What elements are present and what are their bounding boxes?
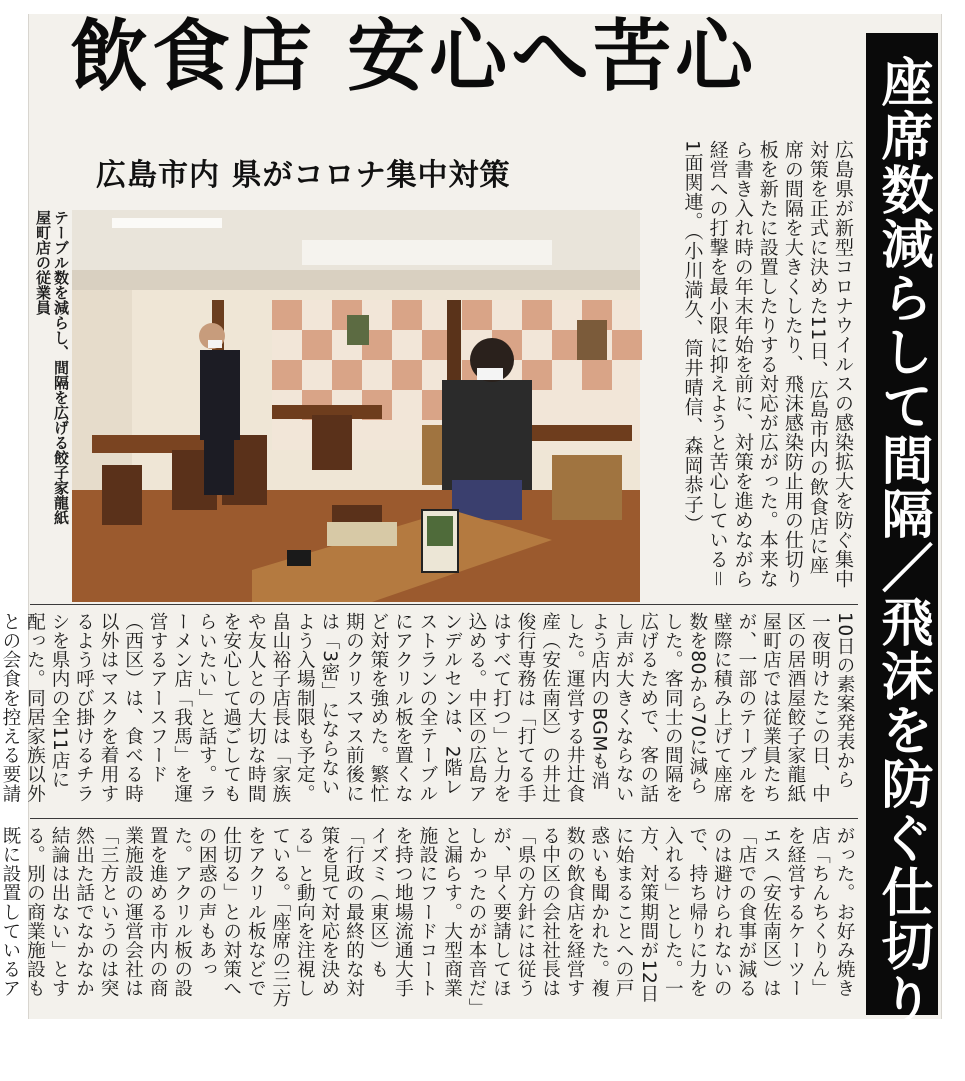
restaurant-photo bbox=[72, 210, 640, 602]
headline: 飲食店 安心へ苦心 bbox=[70, 12, 758, 102]
section-divider bbox=[30, 604, 858, 605]
article-body-middle: 10日の素案発表から一夜明けたこの日、中区の居酒屋餃子家龍紙屋町店では従業員たちが、一部のテーブルを壁際に積み上げて座席数を80から70に減らした。客同士の間隔を広げるためで、客の話し声が大きくならないよう店内のBGMも消した。運営する井辻食産（安佐南区）の井辻俊行専務は「打てる手はすべて打つ」と力を込める。中区の広島アンデルセンは、2階レストランの全テーブルにアクリル板を置くなど対策を強めた。繁忙期のクリスマス前後には「3密」にならないよう入場制限も予定。畠山裕子店長は「家族や友人との大切な時間を安心して過ごしてもらいたい」と話す。ラーメン店「我馬」を運営するアースフード（西区）は、食べる時以外はマスクを着用するよう呼び掛けるチラシを県内の全11店に配った。同居家族以外との会食を控える要請 bbox=[0, 612, 855, 803]
article-body-bottom: がった。お好み焼き店「ちんちくりん」を経営するケーツーエス（安佐南区）は「店での食事が減るのは避けられないので、持ち帰りに力を入れる」とした。一方、対策期間が12日に始まることへの戸惑いも聞かれた。複数の飲食店を経営する中区の会社社長は「県の方針には従うが、早く要請してほしかったのが本音だ」と漏らす。大型商業施設にフードコートを持つ地場流通大手イズミ（東区）も「行政の最終的な対策を見て対応を決める」と動向を注視している。「座席の三方をアクリル板などで仕切る」との対策への困惑の声もあった。アクリル板の設置を進める市内の商業施設の運営会社は「三方というのは突然出た話でなかなか結論は出ない」とする。別の商業施設も既に設置しているア bbox=[0, 826, 855, 1008]
photo-caption: テーブル数を減らし、間隔を広げる餃子家龍紙屋町店の従業員 bbox=[34, 210, 70, 525]
sidebar-headline: 座席数減らして間隔／飛沫を防ぐ仕切り板 bbox=[866, 33, 938, 1015]
article-lead: 広島県が新型コロナウイルスの感染拡大を防ぐ集中対策を正式に決めた11日、広島市内の飲食店に座席の間隔を大きくしたり、飛沫感染防止用の仕切り板を新たに設置したりする対応が広がった。本来なら書き入れ時の年末年始を前に、対策を進めながら経営への打撃を最小限に抑えようと苦心している＝1面関連。（小川満久、筒井晴信、森岡恭子） bbox=[681, 140, 854, 589]
subheadline: 広島市内 県がコロナ集中対策 bbox=[96, 158, 511, 193]
section-divider bbox=[30, 818, 858, 819]
